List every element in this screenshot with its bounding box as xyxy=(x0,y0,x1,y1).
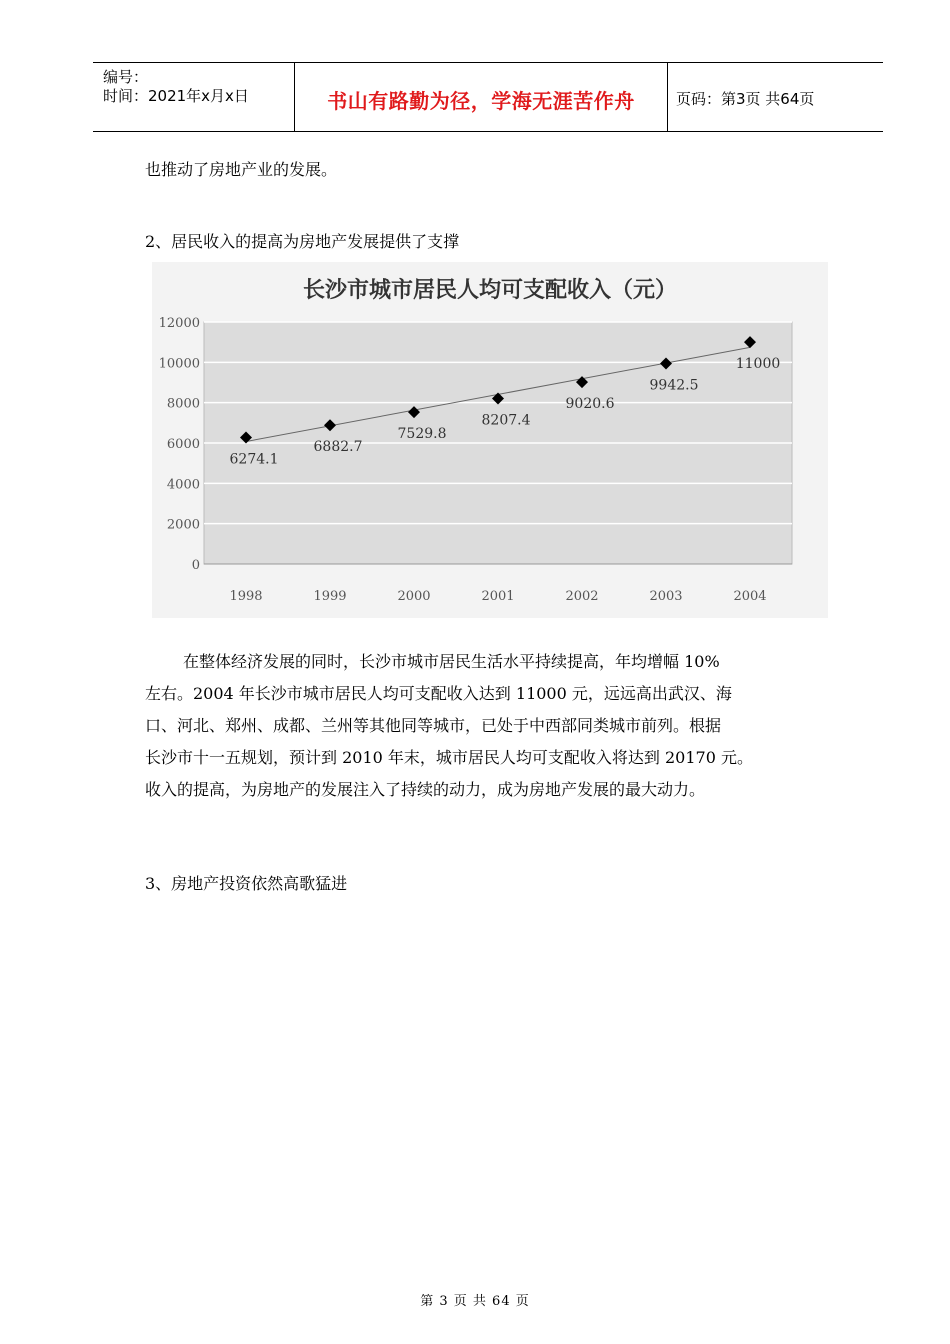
body-paragraph xyxy=(145,646,845,806)
data-label: 9942.5 xyxy=(649,377,699,394)
page-footer: 第 3 页 共 64 页 xyxy=(420,1294,530,1309)
paragraph-continuation: 也推动了房地产业的发展。 xyxy=(145,160,338,179)
document-time-label: 时间：2021年x月x日 xyxy=(103,87,249,105)
body-line: 长沙市十一五规划，预计到 2010 年末，城市居民人均可支配收入将达到 20170 元。 xyxy=(145,748,753,767)
x-tick-label: 1999 xyxy=(313,589,347,604)
body-line: 左右。2004 年长沙市城市居民人均可支配收入达到 11000 元，远远高出武汉、海 xyxy=(145,684,732,703)
chart-svg xyxy=(152,262,828,618)
y-tick-label: 2000 xyxy=(166,517,200,533)
section-heading-2: 2、居民收入的提高为房地产发展提供了支撑 xyxy=(145,232,460,251)
data-label: 8207.4 xyxy=(481,412,531,429)
header-meta-cell xyxy=(93,63,295,131)
section-heading-3: 3、房地产投资依然高歌猛进 xyxy=(145,874,348,893)
x-tick-label: 1998 xyxy=(229,589,263,604)
body-line: 收入的提高，为房地产的发展注入了持续的动力，成为房地产发展的最大动力。 xyxy=(145,780,706,799)
y-tick-label: 8000 xyxy=(166,396,200,412)
data-label: 9020.6 xyxy=(565,396,615,413)
x-tick-label: 2002 xyxy=(565,589,599,604)
body-line: 口、河北、郑州、成都、兰州等其他同等城市，已处于中西部同类城市前列。根据 xyxy=(145,716,722,735)
x-tick-label: 2001 xyxy=(481,589,515,604)
document-number-label: 编号： xyxy=(103,68,149,86)
y-tick-label: 10000 xyxy=(158,356,200,372)
income-chart xyxy=(152,262,828,618)
x-tick-label: 2003 xyxy=(649,589,683,604)
body-line: 在整体经济发展的同时，长沙市城市居民生活水平持续提高，年均增幅 10% xyxy=(183,652,720,671)
y-tick-label: 0 xyxy=(191,558,200,573)
x-tick-label: 2000 xyxy=(397,589,431,604)
x-tick-label: 2004 xyxy=(733,589,767,604)
y-tick-label: 6000 xyxy=(166,437,200,452)
header-page-info: 页码：第3页 共64页 xyxy=(676,90,815,108)
header-page-cell xyxy=(668,63,883,131)
chart-title: 长沙市城市居民人均可支配收入（元） xyxy=(302,278,678,303)
y-tick-label: 4000 xyxy=(166,477,200,493)
y-tick-label: 12000 xyxy=(158,316,200,331)
data-label: 6882.7 xyxy=(313,439,363,456)
data-label: 6274.1 xyxy=(229,451,279,468)
data-label: 11000 xyxy=(735,356,781,373)
header-motto: 书山有路勤为径，学海无涯苦作舟 xyxy=(327,89,635,113)
page-header xyxy=(93,62,883,132)
data-label: 7529.8 xyxy=(397,426,447,443)
header-motto-cell xyxy=(295,63,668,131)
